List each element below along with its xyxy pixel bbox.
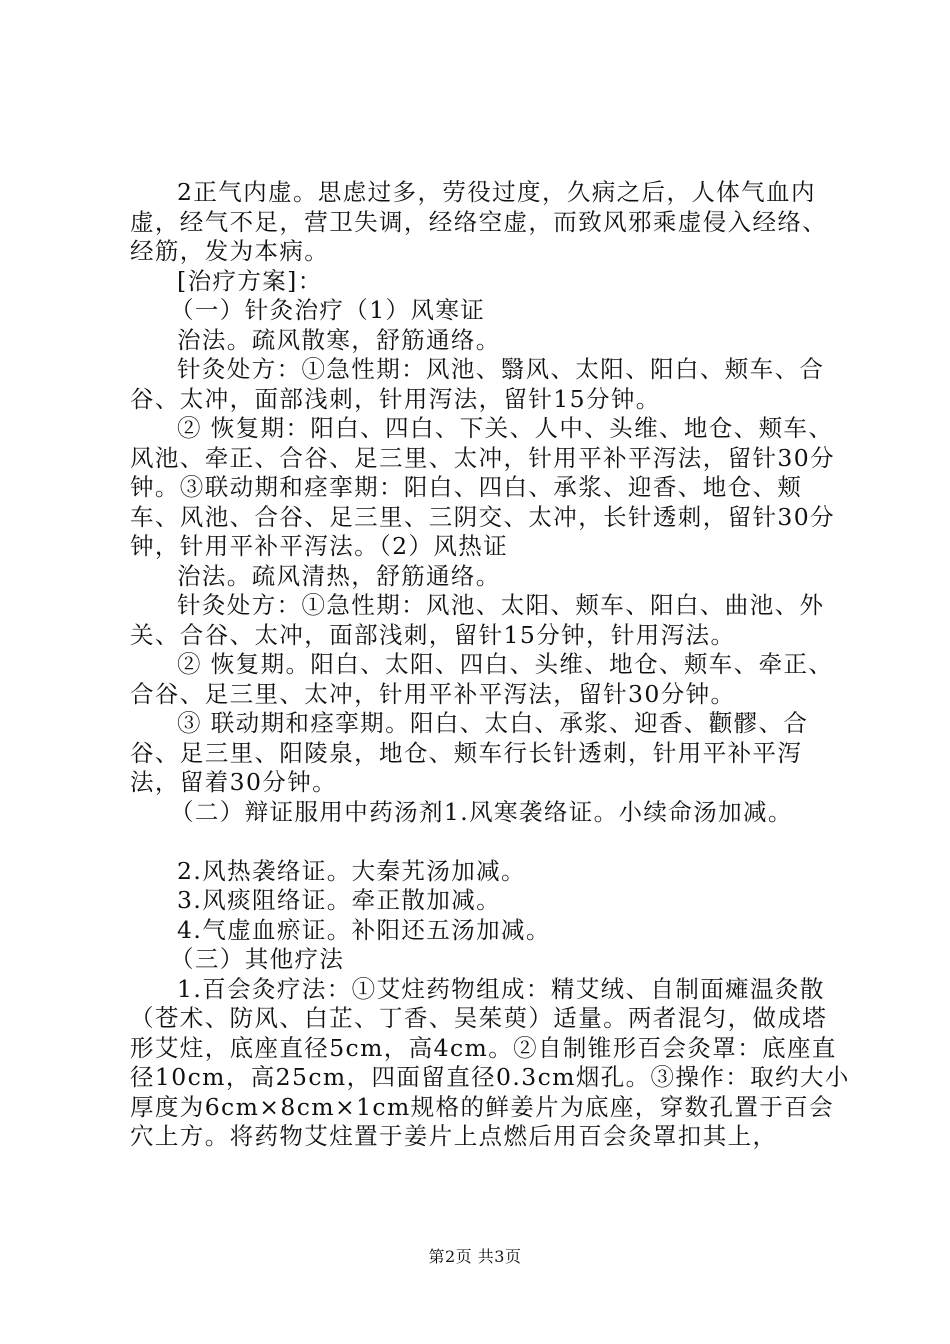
section-heading: （三）其他疗法 xyxy=(170,945,345,973)
section-heading: [治疗方案]： xyxy=(177,266,323,295)
section-heading: （二）辩证服用中药汤剂1.风寒袭络证。小续命汤加减。 xyxy=(170,797,793,826)
paragraph: ③ 联动期和痉挛期。阳白、太白、承浆、迎香、颧髎、合谷、足三里、阳陵泉，地仓、颊车行长针透刺，针用平补平泻法，留着30分钟。 xyxy=(130,709,809,796)
paragraph: 针灸处方：①急性期：风池、太阳、颊车、阳白、曲池、外关、合谷、太冲，面部浅刺，留针15分钟，针用泻法。 xyxy=(130,591,825,649)
document-body xyxy=(130,178,850,1152)
paragraph: 治法。疏风散寒，舒筋通络。 xyxy=(177,325,501,354)
paragraph: 针灸处方：①急性期：风池、翳风、太阳、阳白、颊车、合谷、太冲，面部浅刺，针用泻法，留针15分钟。 xyxy=(130,355,825,413)
section-heading: （一）针灸治疗（1）风寒证 xyxy=(170,296,486,324)
paragraph: 2正气内虚。思虑过多，劳役过度，久病之后，人体气血内虚，经气不足，营卫失调，经络空虚，而致风邪乘虚侵入经络、经筋，发为本病。 xyxy=(130,178,828,265)
paragraph: 1.百会灸疗法：①艾炷药物组成：精艾绒、自制面瘫温灸散（苍术、防风、白芷、丁香、吴茱萸）适量。两者混匀，做成塔形艾炷，底座直径5cm，高4cm。②自制锥形百会灸罩：底座直径10cm，高25cm，四面留直径0.3cm烟孔。③操作：取约大小厚度为6cm×8cm×1cm规格的鲜姜片为底座，穿数孔置于百会穴上方。将药物艾炷置于姜片上点燃后用百会灸罩扣其上， xyxy=(130,974,850,1150)
paragraph: 治法。疏风清热，舒筋通络。 xyxy=(177,561,501,590)
paragraph: ② 恢复期。阳白、太阳、四白、头维、地仓、颊车、牵正、合谷、足三里、太冲，针用平补平泻法，留针30分钟。 xyxy=(130,650,834,708)
list-item: 2.风热袭络证。大秦艽汤加减。 xyxy=(177,856,526,885)
list-item: 3.风痰阻络证。牵正散加减。 xyxy=(177,886,502,914)
page-footer: 第2页 共3页 xyxy=(428,1247,522,1266)
list-item: 4.气虚血瘀证。补阳还五汤加减。 xyxy=(177,915,551,944)
paragraph: ② 恢复期：阳白、四白、下关、人中、头维、地仓、颊车、风池、牵正、合谷、足三里、太冲，针用平补平泻法，留针30分钟。③联动期和痉挛期：阳白、四白、承浆、迎香、地仓、颊车、风池、合谷、足三里、三阴交、太冲，长针透刺，留针30分钟，针用平补平泻法。（2）风热证 xyxy=(130,414,836,560)
